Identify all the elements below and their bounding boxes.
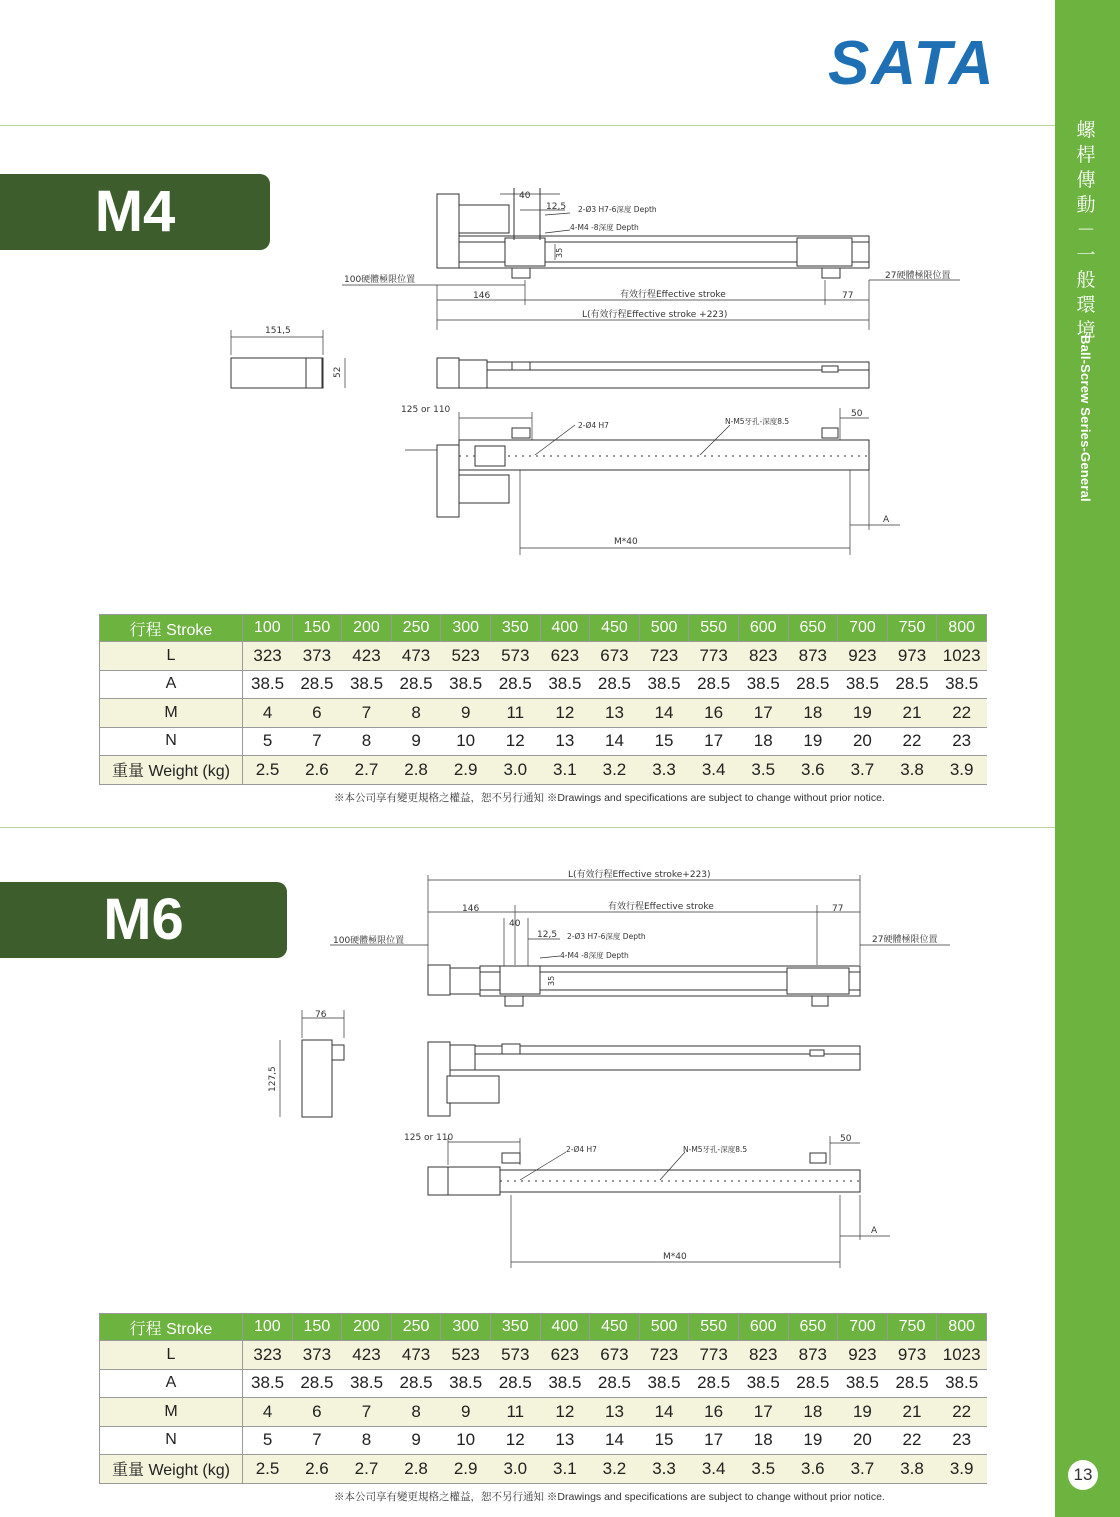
m4-motor-opt: 125 or 110 (401, 405, 451, 415)
m6-header-label: 行程 Stroke (100, 1314, 243, 1341)
m6-stroke-cell: 800 (937, 1314, 987, 1341)
m6-table-cell: 28.5 (391, 1369, 441, 1398)
m6-stroke-cell: 350 (490, 1314, 540, 1341)
m4-dim-77: 77 (842, 291, 854, 301)
m4-stroke-cell: 600 (738, 615, 788, 642)
m6-table-cell: 973 (887, 1341, 937, 1370)
m6-stroke-cell: 100 (243, 1314, 293, 1341)
page-number: 13 (1068, 1460, 1098, 1490)
m6-stroke-cell: 700 (838, 1314, 888, 1341)
m6-table-cell: 7 (292, 1426, 342, 1455)
m4-table-cell: 38.5 (243, 670, 293, 699)
m6-stroke-cell: 650 (788, 1314, 838, 1341)
m6-table-cell: 14 (639, 1398, 689, 1427)
m6-dim-width: 76 (315, 1010, 327, 1020)
m6-table-cell: 2.8 (391, 1455, 441, 1484)
m6-stroke-cell: 300 (441, 1314, 491, 1341)
m4-table-cell: 21 (887, 699, 937, 728)
m6-thread-note: N-M5牙孔-深度8.5 (683, 1145, 748, 1154)
m6-stroke-cell: 600 (738, 1314, 788, 1341)
m4-table-cell: 28.5 (391, 670, 441, 699)
m6-table-cell: 38.5 (838, 1369, 888, 1398)
m4-table-cell: 15 (639, 727, 689, 756)
m4-table-cell: 823 (738, 642, 788, 671)
m6-table-cell: 28.5 (490, 1369, 540, 1398)
m6-table-cell: 3.9 (937, 1455, 987, 1484)
m4-dim-146: 146 (473, 291, 491, 301)
m6-dim-77: 77 (832, 904, 844, 914)
m6-table-cell: 3.7 (838, 1455, 888, 1484)
m4-table-cell: 17 (689, 727, 739, 756)
m6-stroke-cell: 750 (887, 1314, 937, 1341)
m6-stroke-cell: 150 (292, 1314, 342, 1341)
m4-stroke-cell: 800 (937, 615, 987, 642)
m4-stroke-cell: 500 (639, 615, 689, 642)
m6-table-cell: 923 (838, 1341, 888, 1370)
m4-total-label: L(有效行程Effective stroke +223) (582, 310, 728, 320)
m4-table-cell: 14 (639, 699, 689, 728)
m6-table-cell: 2.9 (441, 1455, 491, 1484)
m6-table-cell: 15 (639, 1426, 689, 1455)
m6-table-cell: 38.5 (243, 1369, 293, 1398)
m4-table-cell: 38.5 (540, 670, 590, 699)
m6-dim-40: 40 (509, 919, 521, 929)
m4-table-cell: 8 (342, 727, 392, 756)
m6-table-cell: 14 (590, 1426, 640, 1455)
m6-table-row (100, 1455, 987, 1484)
m6-stroke-cell: 500 (639, 1314, 689, 1341)
m4-table-row (100, 642, 987, 671)
m4-stroke-cell: 200 (342, 615, 392, 642)
m6-table-cell: 17 (689, 1426, 739, 1455)
m6-row-label: A (100, 1369, 243, 1398)
m6-table-cell: 4 (243, 1398, 293, 1427)
m6-stroke-cell: 200 (342, 1314, 392, 1341)
m6-table-cell: 373 (292, 1341, 342, 1370)
m6-table-cell: 17 (738, 1398, 788, 1427)
m4-table-cell: 13 (540, 727, 590, 756)
m4-table-cell: 2.7 (342, 756, 392, 785)
m4-stroke-cell: 300 (441, 615, 491, 642)
m4-table-row (100, 756, 987, 785)
m4-table-cell: 1023 (937, 642, 987, 671)
m6-table-cell: 6 (292, 1398, 342, 1427)
m4-table-cell: 28.5 (292, 670, 342, 699)
m6-table-row (100, 1398, 987, 1427)
m4-table-cell: 2.8 (391, 756, 441, 785)
m4-stroke-cell: 650 (788, 615, 838, 642)
m4-table-cell: 323 (243, 642, 293, 671)
m4-dim-40: 40 (519, 191, 531, 201)
m4-left-limit: 100硬體極限位置 (344, 275, 416, 285)
m4-stroke-cell: 750 (887, 615, 937, 642)
m4-table-cell: 673 (590, 642, 640, 671)
m4-table-cell: 2.6 (292, 756, 342, 785)
m6-dim-height: 127,5 (268, 1066, 278, 1092)
m6-stroke-cell: 400 (540, 1314, 590, 1341)
m4-table-cell: 873 (788, 642, 838, 671)
m4-table-cell: 10 (441, 727, 491, 756)
m6-table-cell: 873 (788, 1341, 838, 1370)
m4-table-cell: 723 (639, 642, 689, 671)
m4-table-row (100, 699, 987, 728)
m4-dim-a: A (883, 515, 890, 525)
m6-table-cell: 523 (441, 1341, 491, 1370)
m4-table-cell: 28.5 (887, 670, 937, 699)
m4-dim-height: 52 (333, 366, 343, 378)
m4-table-cell: 19 (838, 699, 888, 728)
m6-header-row (100, 1314, 987, 1341)
m4-side-view (231, 330, 345, 388)
m6-row-label: L (100, 1341, 243, 1370)
m6-table-cell: 28.5 (887, 1369, 937, 1398)
m4-stroke-cell: 350 (490, 615, 540, 642)
m4-table-cell: 18 (788, 699, 838, 728)
m4-spec-table (99, 614, 987, 785)
m6-dim-12-5: 12,5 (537, 930, 558, 940)
m6-table-cell: 3.5 (738, 1455, 788, 1484)
m4-header-label: 行程 Stroke (100, 615, 243, 642)
m4-table-cell: 3.0 (490, 756, 540, 785)
m6-left-limit: 100硬體極限位置 (333, 936, 405, 946)
m4-table-cell: 9 (391, 727, 441, 756)
m4-header-row (100, 615, 987, 642)
m6-stroke-cell: 450 (590, 1314, 640, 1341)
m6-table-cell: 28.5 (292, 1369, 342, 1398)
m6-table-cell: 19 (838, 1398, 888, 1427)
m4-table-cell: 3.4 (689, 756, 739, 785)
m6-table-cell: 21 (887, 1398, 937, 1427)
m6-table-cell: 12 (490, 1426, 540, 1455)
m6-table-cell: 2.5 (243, 1455, 293, 1484)
m6-dim-m: M*40 (663, 1252, 687, 1262)
m6-note-pin: 2-Ø3 H7-6深度 Depth (567, 932, 646, 941)
m4-dim-35: 35 (555, 247, 564, 258)
m4-dim-width: 151,5 (265, 326, 291, 336)
m4-table-cell: 3.9 (937, 756, 987, 785)
m4-stroke-cell: 700 (838, 615, 888, 642)
m4-table-cell: 3.7 (838, 756, 888, 785)
m6-motor-opt: 125 or 110 (404, 1133, 454, 1143)
m6-table-cell: 823 (738, 1341, 788, 1370)
m4-table-cell: 973 (887, 642, 937, 671)
m6-table-cell: 38.5 (937, 1369, 987, 1398)
m4-right-limit: 27硬體極限位置 (885, 271, 951, 281)
m6-table-cell: 13 (540, 1426, 590, 1455)
sata-logo: SATA (828, 29, 996, 98)
m4-table-cell: 523 (441, 642, 491, 671)
m4-table-cell: 573 (490, 642, 540, 671)
m6-stroke-cell: 250 (391, 1314, 441, 1341)
m6-table-cell: 19 (788, 1426, 838, 1455)
m6-table-cell: 3.3 (639, 1455, 689, 1484)
m4-pin-note: 2-Ø4 H7 (578, 421, 609, 430)
m4-dim-12-5: 12,5 (546, 202, 567, 212)
m4-table-cell: 5 (243, 727, 293, 756)
m6-dim-146: 146 (462, 904, 480, 914)
m6-table-cell: 323 (243, 1341, 293, 1370)
m6-table-cell: 10 (441, 1426, 491, 1455)
m4-row-label: 重量 Weight (kg) (100, 756, 243, 785)
m4-table-cell: 6 (292, 699, 342, 728)
m4-table-cell: 22 (937, 699, 987, 728)
m4-table-cell: 18 (738, 727, 788, 756)
m6-table-cell: 3.0 (490, 1455, 540, 1484)
m6-table-cell: 5 (243, 1426, 293, 1455)
m6-table-cell: 12 (540, 1398, 590, 1427)
model-tab-m4: M4 (0, 174, 270, 250)
m4-table-cell: 38.5 (639, 670, 689, 699)
m4-row-label: M (100, 699, 243, 728)
m6-dim-50: 50 (840, 1134, 852, 1144)
m6-row-label: N (100, 1426, 243, 1455)
m6-table-cell: 13 (590, 1398, 640, 1427)
m6-table-cell: 22 (887, 1426, 937, 1455)
m4-table-cell: 28.5 (788, 670, 838, 699)
m4-stroke-cell: 400 (540, 615, 590, 642)
m6-table-cell: 673 (590, 1341, 640, 1370)
m6-table-cell: 38.5 (639, 1369, 689, 1398)
m6-table-cell: 28.5 (590, 1369, 640, 1398)
m4-table-body (100, 642, 987, 785)
m4-row-label: N (100, 727, 243, 756)
m6-table-cell: 38.5 (738, 1369, 788, 1398)
m4-table-cell: 373 (292, 642, 342, 671)
m4-stroke-label: 有效行程Effective stroke (620, 290, 726, 300)
m6-table-cell: 20 (838, 1426, 888, 1455)
m6-side-view (280, 1010, 344, 1117)
m4-table-cell: 473 (391, 642, 441, 671)
m6-front-view (428, 1042, 860, 1116)
m4-stroke-cell: 450 (590, 615, 640, 642)
m6-table-body (100, 1341, 987, 1484)
m4-table-cell: 12 (490, 727, 540, 756)
m6-table-cell: 3.2 (590, 1455, 640, 1484)
m6-table-cell: 9 (441, 1398, 491, 1427)
m4-table-cell: 23 (937, 727, 987, 756)
m4-drawing (0, 0, 1050, 600)
m4-table-cell: 22 (887, 727, 937, 756)
m6-table-cell: 473 (391, 1341, 441, 1370)
m4-stroke-cell: 100 (243, 615, 293, 642)
m4-table-cell: 28.5 (490, 670, 540, 699)
m4-dim-50: 50 (851, 409, 863, 419)
m6-table-cell: 38.5 (540, 1369, 590, 1398)
m6-spec-table (99, 1313, 987, 1484)
m4-table-cell: 3.1 (540, 756, 590, 785)
m4-table-cell: 7 (342, 699, 392, 728)
m4-front-view (437, 358, 869, 388)
m4-bottom-view (405, 408, 900, 555)
sidebar-title-en: Ball-Screw Series-General (1078, 335, 1093, 502)
m4-table-cell: 19 (788, 727, 838, 756)
m6-table-row (100, 1341, 987, 1370)
m4-table-cell: 12 (540, 699, 590, 728)
m6-table-cell: 38.5 (441, 1369, 491, 1398)
m4-table-cell: 38.5 (838, 670, 888, 699)
m6-table-cell: 3.4 (689, 1455, 739, 1484)
m4-table-cell: 773 (689, 642, 739, 671)
m6-table-cell: 28.5 (689, 1369, 739, 1398)
m6-table-cell: 623 (540, 1341, 590, 1370)
m4-table-cell: 11 (490, 699, 540, 728)
m6-table-cell: 773 (689, 1341, 739, 1370)
m4-stroke-cell: 250 (391, 615, 441, 642)
m6-dim-35: 35 (547, 975, 556, 986)
m4-table-cell: 28.5 (590, 670, 640, 699)
m4-dim-m: M*40 (614, 537, 638, 547)
m6-table-cell: 723 (639, 1341, 689, 1370)
m4-table-cell: 923 (838, 642, 888, 671)
m4-table-row (100, 727, 987, 756)
m4-table-cell: 3.3 (639, 756, 689, 785)
m6-table-cell: 573 (490, 1341, 540, 1370)
model-tab-m6: M6 (0, 882, 287, 958)
m6-table-cell: 22 (937, 1398, 987, 1427)
m6-total-label: L(有效行程Effective stroke+223) (568, 870, 711, 880)
m6-table-cell: 1023 (937, 1341, 987, 1370)
m4-table-cell: 3.2 (590, 756, 640, 785)
m4-table-cell: 4 (243, 699, 293, 728)
m6-table-cell: 2.7 (342, 1455, 392, 1484)
m6-right-limit: 27硬體極限位置 (872, 935, 938, 945)
m6-table-cell: 423 (342, 1341, 392, 1370)
m6-bottom-view (428, 1136, 890, 1268)
m6-table-cell: 3.8 (887, 1455, 937, 1484)
m6-row-label: M (100, 1398, 243, 1427)
m4-table-cell: 2.5 (243, 756, 293, 785)
m6-table-cell: 11 (490, 1398, 540, 1427)
divider-middle (0, 827, 1055, 828)
m4-stroke-cell: 550 (689, 615, 739, 642)
m6-pin-note: 2-Ø4 H7 (566, 1145, 597, 1154)
m4-table-cell: 7 (292, 727, 342, 756)
m4-table-cell: 20 (838, 727, 888, 756)
m4-note-screw: 4-M4 -8深度 Depth (570, 223, 639, 232)
m4-table-cell: 38.5 (441, 670, 491, 699)
m4-table-cell: 8 (391, 699, 441, 728)
m4-table-cell: 13 (590, 699, 640, 728)
m6-table-cell: 8 (391, 1398, 441, 1427)
m4-table-cell: 38.5 (937, 670, 987, 699)
m4-table-cell: 2.9 (441, 756, 491, 785)
m4-table-cell: 17 (738, 699, 788, 728)
m6-table-cell: 8 (342, 1426, 392, 1455)
m4-table-cell: 28.5 (689, 670, 739, 699)
m4-table-cell: 423 (342, 642, 392, 671)
m6-row-label: 重量 Weight (kg) (100, 1455, 243, 1484)
sidebar-title-cn: 螺 桿 傳 動 － 一 般 環 境 (1076, 119, 1096, 341)
m4-table-cell: 3.5 (738, 756, 788, 785)
m6-note: ※本公司享有變更規格之權益，恕不另行通知 ※Drawings and specifications are subject to change without prior notice. (334, 1491, 885, 1503)
m4-row-label: A (100, 670, 243, 699)
m6-table-cell: 28.5 (788, 1369, 838, 1398)
m4-table-cell: 14 (590, 727, 640, 756)
m6-table-cell: 38.5 (342, 1369, 392, 1398)
m4-table-cell: 38.5 (342, 670, 392, 699)
m6-stroke-cell: 550 (689, 1314, 739, 1341)
m6-table-cell: 3.1 (540, 1455, 590, 1484)
m6-table-cell: 23 (937, 1426, 987, 1455)
m4-note-pin: 2-Ø3 H7-6深度 Depth (578, 205, 657, 214)
m4-table-cell: 3.8 (887, 756, 937, 785)
m6-table-row (100, 1369, 987, 1398)
m4-stroke-cell: 150 (292, 615, 342, 642)
m6-table-cell: 18 (738, 1426, 788, 1455)
m6-table-cell: 3.6 (788, 1455, 838, 1484)
m4-table-cell: 16 (689, 699, 739, 728)
m6-drawing (0, 830, 1050, 1290)
m4-thread-note: N-M5牙孔-深度8.5 (725, 417, 790, 426)
m6-dim-a: A (871, 1226, 878, 1236)
m4-table-cell: 9 (441, 699, 491, 728)
m6-note-screw: 4-M4 -8深度 Depth (560, 951, 629, 960)
m4-note: ※本公司享有變更規格之權益，恕不另行通知 ※Drawings and specifications are subject to change without prior notice. (334, 792, 885, 804)
m4-row-label: L (100, 642, 243, 671)
m4-table-cell: 3.6 (788, 756, 838, 785)
m4-table-row (100, 670, 987, 699)
m6-table-cell: 16 (689, 1398, 739, 1427)
m6-table-cell: 18 (788, 1398, 838, 1427)
m6-table-row (100, 1426, 987, 1455)
m4-table-cell: 38.5 (738, 670, 788, 699)
m6-stroke-label: 有效行程Effective stroke (608, 902, 714, 912)
m6-table-cell: 9 (391, 1426, 441, 1455)
m6-table-cell: 2.6 (292, 1455, 342, 1484)
m6-table-cell: 7 (342, 1398, 392, 1427)
m4-table-cell: 623 (540, 642, 590, 671)
